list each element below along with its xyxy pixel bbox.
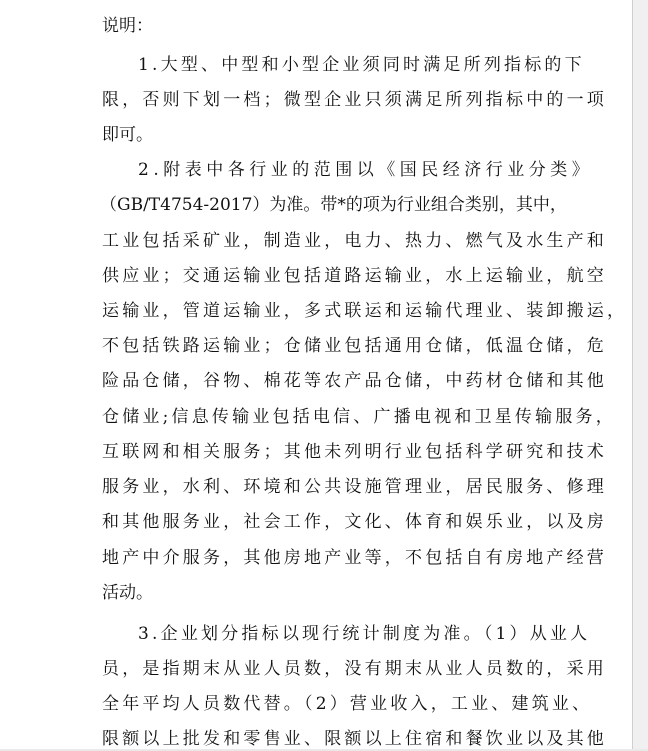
paragraph-2-line: 服务业，水利、环境和公共设施管理业，居民服务、修理 [102,477,607,497]
paragraph-3-line: 3.企业划分指标以现行统计制度为准。（1）从业人 [138,624,591,644]
paragraph-2-line: 地产中介服务，其他房地产业等，不包括自有房地产经营 [102,548,607,568]
paragraph-2-line: 运输业，管道运输业，多式联运和运输代理业、装卸搬运， [102,301,628,321]
paragraph-2-line: 不包括铁路运输业；仓储业包括通用仓储，低温仓储，危 [102,336,607,356]
paragraph-2-line: 活动。 [102,583,153,603]
paragraph-3-line: 限额以上批发和零售业、限额以上住宿和餐饮业以及其他 [102,729,607,749]
paragraph-2-line: 互联网和相关服务；其他未列明行业包括科学研究和技术 [102,442,607,462]
paragraph-2-line: 和其他服务业，社会工作，文化、体育和娱乐业，以及房 [102,512,607,532]
paragraph-2-line: 供应业；交通运输业包括道路运输业，水上运输业，航空 [102,266,607,286]
scrollbar[interactable] [633,0,648,749]
section-heading: 说明： [102,16,153,36]
paragraph-2-line: 仓储业;信息传输业包括电信、广播电视和卫星传输服务， [102,407,616,427]
paragraph-2-line: 工业包括采矿业，制造业，电力、热力、燃气及水生产和 [102,231,607,251]
paragraph-3-line: 全年平均人员数代替。（2）营业收入，工业、建筑业、 [102,694,593,714]
paragraph-3-line: 员，是指期末从业人员数，没有期末从业人员数的，采用 [102,659,607,679]
paragraph-2-line: （GB/T4754-2017）为准。带*的项为行业组合类别，其中， [100,195,567,215]
paragraph-2-line: 2.附表中各行业的范围以《国民经济行业分类》 [138,160,594,180]
paragraph-1-line: 1.大型、中型和小型企业须同时满足所列指标的下 [138,55,585,75]
paragraph-1-line: 限，否则下划一档；微型企业只须满足所列指标中的一项 [102,90,607,110]
paragraph-1-line: 即可。 [102,125,153,145]
paragraph-2-line: 险品仓储，谷物、棉花等农产品仓储，中药材仓储和其他 [102,371,607,391]
